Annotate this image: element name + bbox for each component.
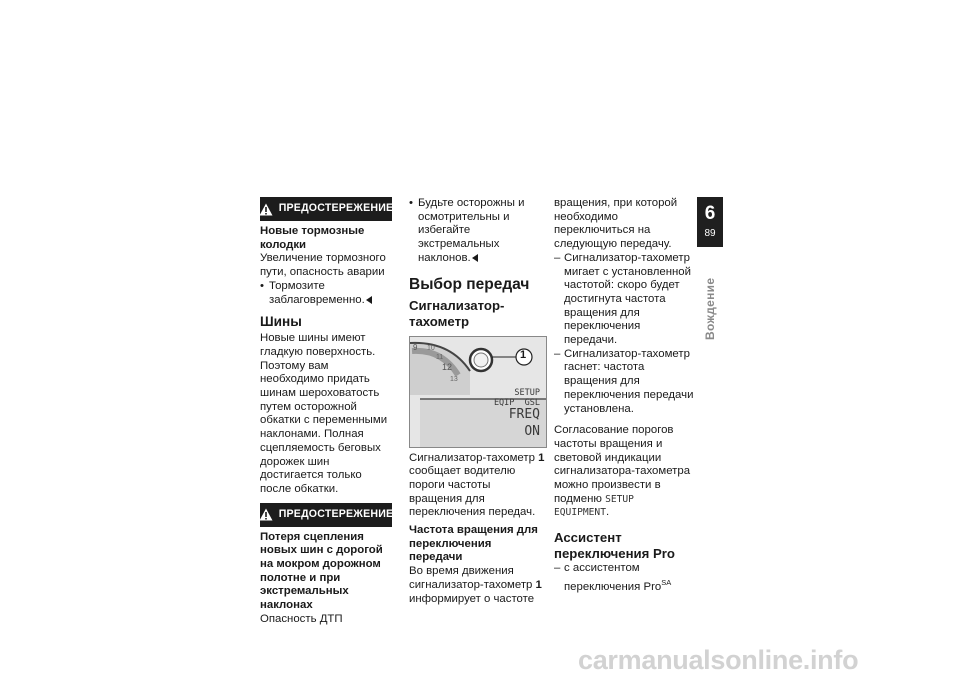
dash-item-text: Сигнализатор-тахометр мигает с установленной частотой: скоро будет достигнута частота вращения для переключения передачи. [564,251,691,347]
lcd-text: FREQ [508,406,540,422]
list-item: – с ассистентом переключения Pro$^{SA}$ [554,562,672,593]
frequency-paragraph: Во время движения сигнализатор-тахометр 1 информирует о частоте [409,565,542,605]
warning-heading: Новые тормозные колодки [260,225,365,251]
column-middle [409,197,545,606]
callout-number: 1 [520,348,527,361]
warning-triangle-icon [259,508,273,521]
gauge-tick-label: 12 [442,361,453,372]
warning-heading: Потеря сцепления новых шин с дорогой на мокром дорожном полотне и при экстремальных наклонах [260,530,383,612]
list-item: – Сигнализатор-тахометр мигает с установленной частотой: скоро будет достигнута частота вращения для переключения передачи. [554,252,694,348]
gauge-tick-label: 9 [413,342,418,352]
warning-triangle-icon [259,203,273,216]
warning-text: Увеличение тормозного пути, опасность аварии [260,252,386,279]
page-number: 89 [704,228,716,239]
chapter-tab [697,197,723,247]
continued-paragraph: вращения, при которой необходимо переключиться на следующую передачу. [554,197,678,251]
instrument-cluster-figure [409,336,547,448]
warning-label: ПРЕДОСТЕРЕЖЕНИЕ [278,507,394,520]
warning-banner [260,197,392,221]
lcd-text: SETUP [514,387,540,398]
watermark: carmanualsonline.info [578,645,859,675]
end-mark-icon [472,254,478,262]
section-heading-tires: Шины [260,314,302,330]
end-mark-icon [366,296,372,304]
list-item: • Будьте осторожны и осмотрительны и избегайте экстремальных наклонов. [409,197,525,264]
column-left [260,197,392,627]
option-superscript: SA [661,577,672,587]
warning-label: ПРЕДОСТЕРЕЖЕНИЕ [278,202,394,215]
tires-paragraph: Новые шины имеют гладкую поверхность. Поэтому вам необходимо придать шинам шероховатость путем осторожной обкатки с переменными наклонами. Полная сцепляемость беговых дорожек шин достигается только после обкатки. [260,332,388,495]
section-heading-assistant: Ассистент переключения Pro [554,530,675,562]
section-heading-gears: Выбор передач [409,275,530,293]
sync-paragraph: Согласование порогов частоты вращения и световой индикации сигнализатора-тахометра можно произвести в подменю SETUP EQUIPMENT. [554,424,691,519]
subsection-heading-tachometer: Сигнализатор-тахометр [409,297,505,329]
warning-text: Опасность ДТП [260,612,343,625]
menu-path: SETUP EQUIPMENT [554,493,634,519]
subsection-heading-frequency: Частота вращения для переключения передачи [409,524,538,564]
bullet-text: Будьте осторожны и осмотрительны и избегайте экстремальных наклонов. [418,197,525,264]
chapter-number: 6 [704,203,716,224]
lcd-text: ON [524,423,540,439]
figure-caption: Сигнализатор-тахометр 1 сообщает водителю пороги частоты вращения для переключения передач. [409,451,545,519]
dash-item-text: с ассистентом переключения Pro [564,562,662,593]
chapter-title: Вождение [703,277,717,340]
bullet-text: Тормозите заблаговременно. [269,279,365,306]
gauge-tick-label: 11 [436,353,444,361]
lcd-text: EQIP GSL [493,397,540,408]
gauge-tick-label: 10 [427,344,435,352]
column-right [554,197,694,594]
chapter-box [697,197,723,247]
list-item: • Тормозите заблаговременно. [260,280,392,307]
warning-banner [260,503,392,527]
list-item: – Сигнализатор-тахометр гаснет: частота вращения для переключения передачи установлена. [554,347,694,415]
gauge-tick-label: 13 [450,375,458,383]
dash-item-text: Сигнализатор-тахометр гаснет: частота вращения для переключения передачи установлена. [564,347,694,415]
